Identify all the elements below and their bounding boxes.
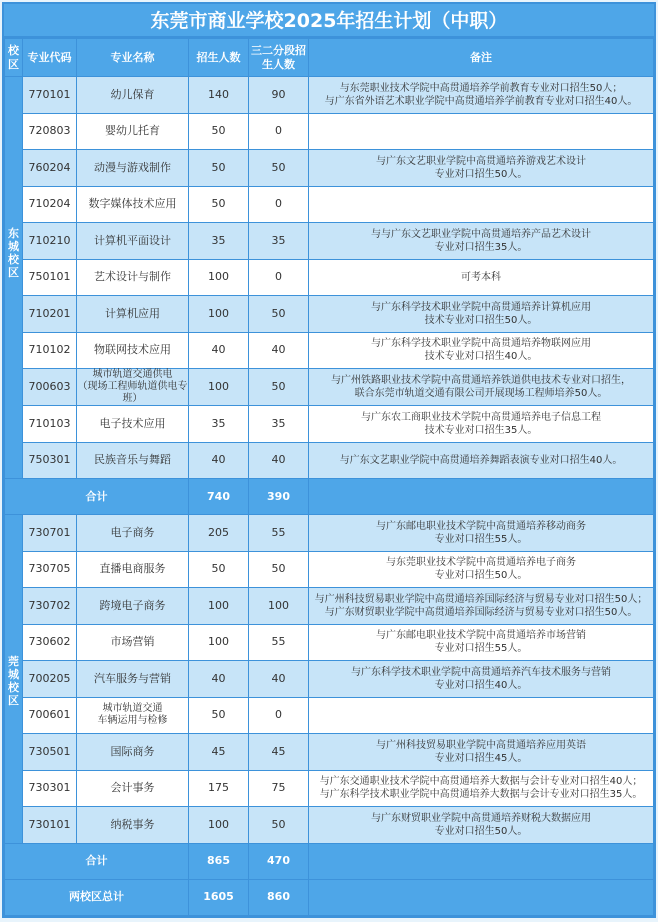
enrollment-count: 50 — [189, 113, 249, 150]
table-row — [5, 77, 654, 114]
grand-total-row — [5, 879, 654, 915]
sanfen-count: 0 — [249, 697, 309, 734]
enrollment-count: 40 — [189, 442, 249, 479]
note — [309, 697, 654, 734]
note: 与广东交通职业技术学院中高贯通培养大数据与会计专业对口招生40人； 与广东科学技术职业学院中高贯通培养大数据与会计专业对口招生35人。 — [309, 770, 654, 807]
campus-label: 莞城校区 — [5, 515, 23, 844]
note: 与广东科学技术职业学院中高贯通培养物联网应用 技术专业对口招生40人。 — [309, 332, 654, 369]
note — [309, 186, 654, 223]
sanfen-count: 40 — [249, 332, 309, 369]
table-row — [5, 332, 654, 369]
major-name: 幼儿保育 — [77, 77, 189, 114]
header-note: 备注 — [309, 39, 654, 77]
sanfen-count: 50 — [249, 807, 309, 844]
table-row — [5, 661, 654, 698]
grand-total-sanfen: 860 — [249, 879, 309, 915]
note: 与广东科学技术职业学院中高贯通培养汽车技术服务与营销 专业对口招生40人。 — [309, 661, 654, 698]
grand-total-label: 两校区总计 — [5, 879, 189, 915]
sanfen-count: 0 — [249, 113, 309, 150]
campus-total-row — [5, 843, 654, 879]
sanfen-count: 50 — [249, 296, 309, 333]
major-name: 电子技术应用 — [77, 406, 189, 443]
enrollment-count: 175 — [189, 770, 249, 807]
major-code: 710103 — [23, 406, 77, 443]
note: 与广东农工商职业技术学院中高贯通培养电子信息工程 技术专业对口招生35人。 — [309, 406, 654, 443]
major-name: 艺术设计与制作 — [77, 259, 189, 296]
enrollment-count: 100 — [189, 296, 249, 333]
enrollment-count: 35 — [189, 406, 249, 443]
note: 与广东财贸职业学院中高贯通培养财税大数据应用 专业对口招生50人。 — [309, 807, 654, 844]
major-name: 城市轨道交通 车辆运用与检修 — [77, 697, 189, 734]
table-row — [5, 515, 654, 552]
header-code: 专业代码 — [23, 39, 77, 77]
table-row — [5, 588, 654, 625]
major-code: 730705 — [23, 551, 77, 588]
major-code: 710102 — [23, 332, 77, 369]
table-row — [5, 551, 654, 588]
table-row — [5, 259, 654, 296]
enrollment-count: 100 — [189, 369, 249, 406]
enrollment-count: 140 — [189, 77, 249, 114]
major-name: 跨境电子商务 — [77, 588, 189, 625]
enrollment-count: 35 — [189, 223, 249, 260]
major-code: 760204 — [23, 150, 77, 187]
major-code: 730702 — [23, 588, 77, 625]
enrollment-count: 40 — [189, 661, 249, 698]
sanfen-count: 50 — [249, 551, 309, 588]
major-name: 婴幼儿托育 — [77, 113, 189, 150]
table-row — [5, 296, 654, 333]
header-count: 招生人数 — [189, 39, 249, 77]
table-row — [5, 150, 654, 187]
major-name: 动漫与游戏制作 — [77, 150, 189, 187]
sanfen-count: 35 — [249, 223, 309, 260]
enrollment-count: 50 — [189, 150, 249, 187]
major-code: 750301 — [23, 442, 77, 479]
enrollment-count: 100 — [189, 588, 249, 625]
table-row — [5, 770, 654, 807]
major-name: 城市轨道交通供电 （现场工程师轨道供电专班） — [77, 369, 188, 404]
header-campus: 校区 — [5, 39, 23, 77]
note: 与东莞职业技术学院中高贯通培养电子商务 专业对口招生50人。 — [309, 551, 654, 588]
sanfen-count: 35 — [249, 406, 309, 443]
major-code: 730501 — [23, 734, 77, 771]
major-name: 市场营销 — [77, 624, 189, 661]
major-name: 电子商务 — [77, 515, 189, 552]
sanfen-count: 0 — [249, 259, 309, 296]
major-code: 730101 — [23, 807, 77, 844]
header-sanfen: 三二分段招生人数 — [249, 39, 309, 77]
sanfen-count: 0 — [249, 186, 309, 223]
major-name: 计算机应用 — [77, 296, 189, 333]
enrollment-count: 50 — [189, 551, 249, 588]
note: 与与广东文艺职业学院中高贯通培养产品艺术设计 专业对口招生35人。 — [309, 223, 654, 260]
enrollment-count: 45 — [189, 734, 249, 771]
table-row — [5, 807, 654, 844]
major-code: 750101 — [23, 259, 77, 296]
major-code: 730301 — [23, 770, 77, 807]
table-row — [5, 223, 654, 260]
major-code: 700603 — [23, 369, 77, 406]
total-sanfen: 390 — [249, 479, 309, 515]
table-row — [5, 113, 654, 150]
enrollment-plan-document — [2, 2, 656, 918]
enrollment-count: 100 — [189, 807, 249, 844]
enrollment-count: 100 — [189, 624, 249, 661]
note: 与广东邮电职业技术学院中高贯通培养市场营销 专业对口招生55人。 — [309, 624, 654, 661]
note: 与广州科技贸易职业学院中高贯通培养国际经济与贸易专业对口招生50人； 与广东财贸职业学院中高贯通培养国际经济与贸易专业对口招生50人。 — [309, 588, 654, 625]
sanfen-count: 90 — [249, 77, 309, 114]
table-row — [5, 406, 654, 443]
note: 可考本科 — [309, 259, 654, 296]
note: 与广东科学技术职业学院中高贯通培养计算机应用 技术专业对口招生50人。 — [309, 296, 654, 333]
major-name: 直播电商服务 — [77, 551, 189, 588]
note: 与广东文艺职业学院中高贯通培养游戏艺术设计 专业对口招生50人。 — [309, 150, 654, 187]
major-code: 700205 — [23, 661, 77, 698]
enrollment-count: 40 — [189, 332, 249, 369]
sanfen-count: 55 — [249, 624, 309, 661]
total-count: 865 — [189, 843, 249, 879]
grand-total-note — [309, 879, 654, 915]
note — [309, 113, 654, 150]
enrollment-count: 205 — [189, 515, 249, 552]
major-code: 710201 — [23, 296, 77, 333]
table-row — [5, 697, 654, 734]
campus-total-row — [5, 479, 654, 515]
table-row — [5, 442, 654, 479]
sanfen-count: 40 — [249, 661, 309, 698]
sanfen-count: 100 — [249, 588, 309, 625]
note: 与广州科技贸易职业学院中高贯通培养应用英语 专业对口招生45人。 — [309, 734, 654, 771]
enrollment-count: 50 — [189, 697, 249, 734]
sanfen-count: 75 — [249, 770, 309, 807]
note: 与广东文艺职业学院中高贯通培养舞蹈表演专业对口招生40人。 — [309, 442, 654, 479]
major-code: 770101 — [23, 77, 77, 114]
note: 与东莞职业技术学院中高贯通培养学前教育专业对口招生50人； 与广东省外语艺术职业学院中高贯通培养学前教育专业对口招生40人。 — [309, 77, 654, 114]
major-code: 730701 — [23, 515, 77, 552]
major-code: 720803 — [23, 113, 77, 150]
major-name: 计算机平面设计 — [77, 223, 189, 260]
sanfen-count: 50 — [249, 369, 309, 406]
enrollment-count: 50 — [189, 186, 249, 223]
major-code: 730602 — [23, 624, 77, 661]
major-name: 纳税事务 — [77, 807, 189, 844]
total-sanfen: 470 — [249, 843, 309, 879]
note: 与广州铁路职业技术学院中高贯通培养铁道供电技术专业对口招生， 联合东莞市轨道交通有限公司开展现场工程师培养50人。 — [309, 369, 654, 406]
major-name: 国际商务 — [77, 734, 189, 771]
major-code: 710210 — [23, 223, 77, 260]
table-row — [5, 624, 654, 661]
enrollment-count: 100 — [189, 259, 249, 296]
major-name: 民族音乐与舞蹈 — [77, 442, 189, 479]
major-code: 700601 — [23, 697, 77, 734]
sanfen-count: 50 — [249, 150, 309, 187]
sanfen-count: 40 — [249, 442, 309, 479]
note: 与广东邮电职业技术学院中高贯通培养移动商务 专业对口招生55人。 — [309, 515, 654, 552]
table-row — [5, 734, 654, 771]
major-code: 710204 — [23, 186, 77, 223]
total-note — [309, 843, 654, 879]
total-note — [309, 479, 654, 515]
header-name: 专业名称 — [77, 39, 189, 77]
total-count: 740 — [189, 479, 249, 515]
table-row — [5, 369, 654, 406]
page-title: 东莞市商业学校2025年招生计划（中职） — [4, 4, 654, 38]
total-label: 合计 — [5, 479, 189, 515]
table-header-row — [5, 39, 654, 77]
table-row — [5, 186, 654, 223]
major-name: 汽车服务与营销 — [77, 661, 189, 698]
sanfen-count: 55 — [249, 515, 309, 552]
sanfen-count: 45 — [249, 734, 309, 771]
major-name: 数字媒体技术应用 — [77, 186, 189, 223]
major-name: 物联网技术应用 — [77, 332, 189, 369]
total-label: 合计 — [5, 843, 189, 879]
enrollment-table — [4, 38, 654, 916]
campus-label: 东城校区 — [5, 77, 23, 479]
grand-total-count: 1605 — [189, 879, 249, 915]
major-name: 会计事务 — [77, 770, 189, 807]
